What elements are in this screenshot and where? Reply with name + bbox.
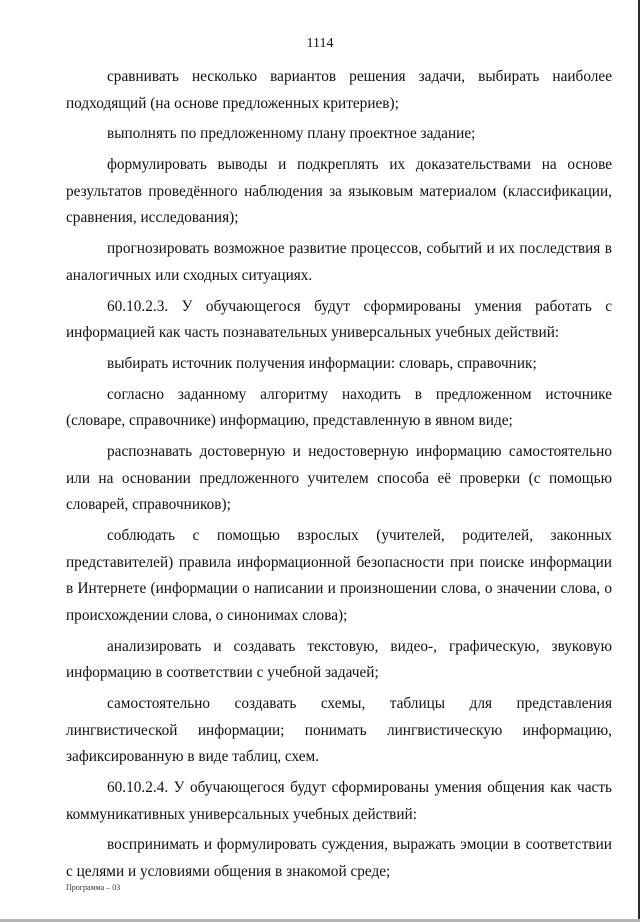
page-number: 1114 <box>306 36 334 51</box>
paragraph: распознавать достоверную и недостоверную информацию самостоятельно или на основании предложенного учителем способа её проверки (с помощью словарей, справочников); <box>66 443 612 514</box>
section-heading-paragraph: 60.10.2.4. У обучающегося будут сформированы умения общения как часть коммуникативных универсальных учебных действий: <box>66 778 612 823</box>
paragraph: выбирать источник получения информации: словарь, справочник; <box>107 354 537 372</box>
paragraph: воспринимать и формулировать суждения, выражать эмоции в соответствии с целями и условиями общения в знакомой среде; <box>66 836 612 880</box>
section-heading-paragraph: 60.10.2.3. У обучающегося будут сформированы умения работать с информацией как часть познавательных универсальных учебных действий: <box>66 297 612 342</box>
paragraph: согласно заданному алгоритму находить в предложенном источнике (словаре, справочнике) информацию, представленную в явном виде; <box>66 385 612 430</box>
paragraph: самостоятельно создавать схемы, таблицы для представления лингвистической информации; понимать лингвистическую информацию, зафиксированную в виде таблиц, схем. <box>66 694 612 766</box>
paragraph: соблюдать с помощью взрослых (учителей, родителей, законных представителей) правила информационной безопасности при поиске информации в Интернете (информации о написании и произношении слова, о значении слова, о происхождении слова, о синонимах слова); <box>66 527 612 624</box>
paragraph: анализировать и создавать текстовую, видео-, графическую, звуковую информацию в соответствии с учебной задачей; <box>66 637 612 682</box>
body-text <box>66 64 612 890</box>
footer-label: Программа – 03 <box>66 883 121 892</box>
paragraph: сравнивать несколько вариантов решения задачи, выбирать наиболее подходящий (на основе предложенных критериев); <box>66 68 612 112</box>
paragraph: прогнозировать возможное развитие процессов, событий и их последствия в аналогичных или сходных ситуациях. <box>66 240 612 284</box>
paragraph: выполнять по предложенному плану проектное задание; <box>107 125 476 143</box>
paragraph: формулировать выводы и подкреплять их доказательствами на основе результатов проведённого наблюдения за языковым материалом (классификации, сравнения, исследования); <box>66 156 612 227</box>
